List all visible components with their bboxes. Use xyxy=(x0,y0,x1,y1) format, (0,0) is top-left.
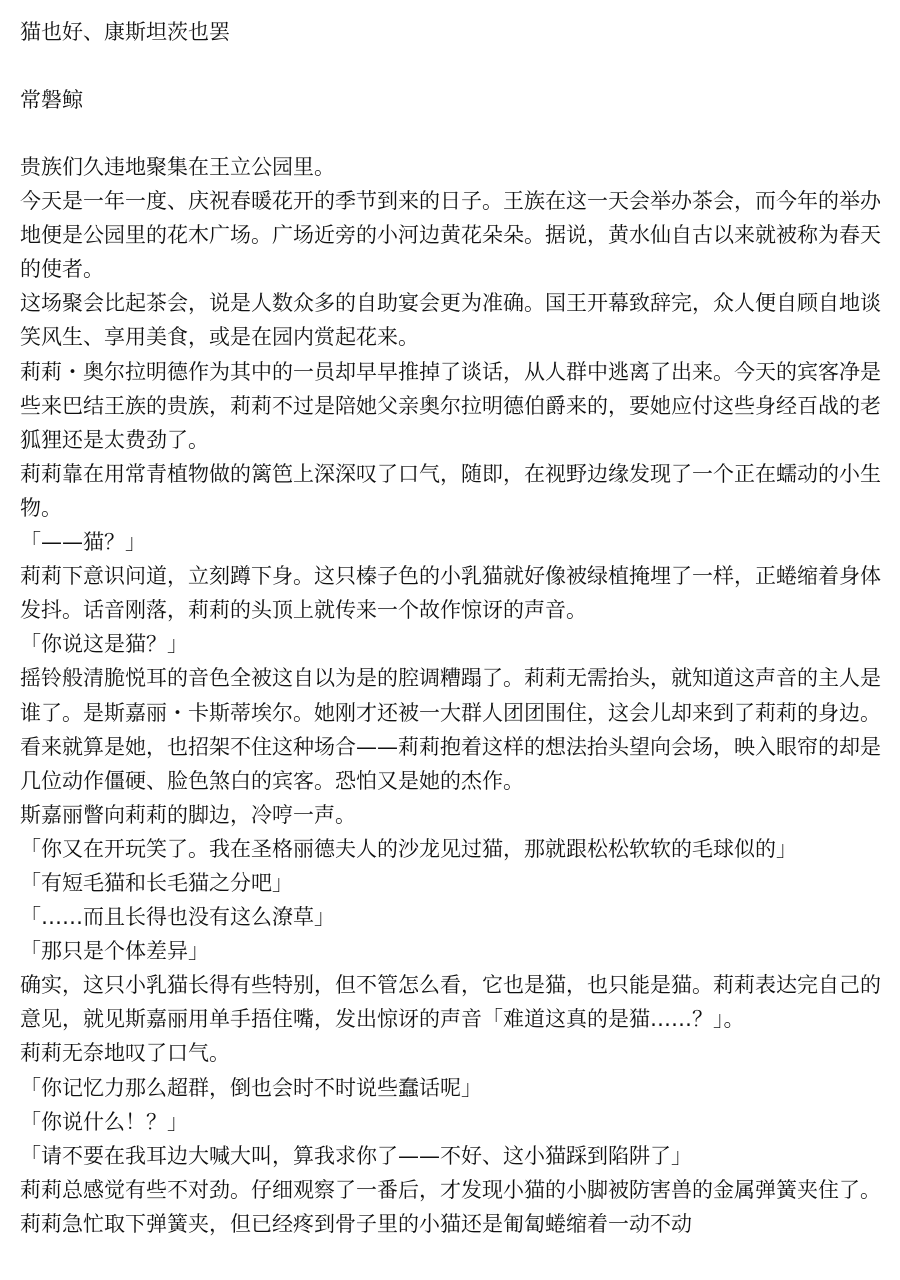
dialogue-line: 「……而且长得也没有这么潦草」 xyxy=(20,905,335,930)
paragraph: 这场聚会比起茶会，说是人数众多的自助宴会更为准确。国王开幕致辞完，众人便自顾自地谈笑风生、享用美食，或是在园内赏起花来。 xyxy=(20,291,881,350)
dialogue-line: 「你说什么！？」 xyxy=(20,1109,188,1134)
document-body xyxy=(20,150,892,1241)
dialogue-line: 「请不要在我耳边大喊大叫，算我求你了——不好、这小猫踩到陷阱了」 xyxy=(20,1143,692,1168)
dialogue-line: 「有短毛猫和长毛猫之分吧」 xyxy=(20,870,293,895)
paragraph: 确实，这只小乳猫长得有些特别，但不管怎么看，它也是猫，也只能是猫。莉莉表达完自己的意见，就见斯嘉丽用单手捂住嘴，发出惊讶的声音「难道这真的是猫……？」。 xyxy=(20,973,881,1032)
paragraph: 贵族们久违地聚集在王立公园里。 xyxy=(20,155,335,179)
paragraph: 莉莉靠在用常青植物做的篱笆上深深叹了口气，随即，在视野边缘发现了一个正在蠕动的小生物。 xyxy=(20,461,881,520)
paragraph: 斯嘉丽瞥向莉莉的脚边，冷哼一声。 xyxy=(20,802,356,827)
dialogue-line: 「那只是个体差异」 xyxy=(20,939,209,964)
dialogue-line: 「——猫？」 xyxy=(20,530,146,555)
paragraph: 莉莉总感觉有些不对劲。仔细观察了一番后，才发现小猫的小脚被防害兽的金属弹簧夹住了。莉莉急忙取下弹簧夹，但已经疼到骨子里的小猫还是匍匐蜷缩着一动不动 xyxy=(20,1177,881,1236)
dialogue-line: 「你说这是猫？」 xyxy=(20,632,188,657)
paragraph: 摇铃般清脆悦耳的音色全被这自以为是的腔调糟蹋了。莉莉无需抬头，就知道这声音的主人是谁了。是斯嘉丽・卡斯蒂埃尔。她刚才还被一大群人团团围住，这会儿却来到了莉莉的身边。看来就算是她，也招架不住这种场合——莉莉抱着这样的想法抬头望向会场，映入眼帘的却是几位动作僵硬、脸色煞白的宾客。恐怕又是她的杰作。 xyxy=(20,666,881,793)
paragraph: 莉莉下意识问道，立刻蹲下身。这只榛子色的小乳猫就好像被绿植掩埋了一样，正蜷缩着身体发抖。话音刚落，莉莉的头顶上就传来一个故作惊讶的声音。 xyxy=(20,564,881,623)
paragraph: 莉莉・奥尔拉明德作为其中的一员却早早推掉了谈话，从人群中逃离了出来。今天的宾客净是些来巴结王族的贵族，莉莉不过是陪她父亲奥尔拉明德伯爵来的，要她应付这些身经百战的老狐狸还是太费劲了。 xyxy=(20,359,881,452)
dialogue-line: 「你又在开玩笑了。我在圣格丽德夫人的沙龙见过猫，那就跟松松软软的毛球似的」 xyxy=(20,836,797,861)
dialogue-line: 「你记忆力那么超群，倒也会时不时说些蠢话呢」 xyxy=(20,1075,482,1100)
document-title: 猫也好、康斯坦茨也罢 xyxy=(20,20,230,44)
paragraph: 莉莉无奈地叹了口气。 xyxy=(20,1041,230,1066)
author-name: 常磐鲸 xyxy=(20,88,83,112)
paragraph: 今天是一年一度、庆祝春暖花开的季节到来的日子。王族在这一天会举办茶会，而今年的举办地便是公园里的花木广场。广场近旁的小河边黄花朵朵。据说，黄水仙自古以来就被称为春天的使者。 xyxy=(20,189,881,282)
